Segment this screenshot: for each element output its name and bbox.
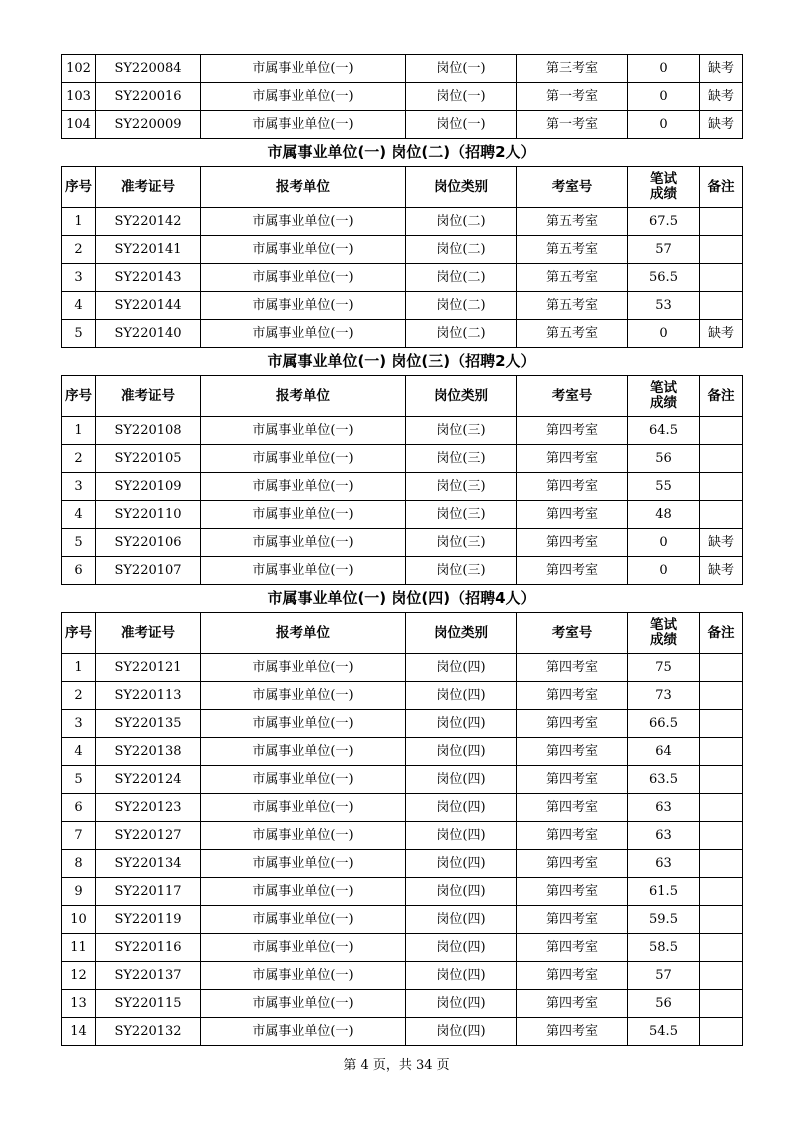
unit-cell: 市属事业单位(一) [201, 934, 406, 962]
exam-number-cell: SY220132 [96, 1018, 201, 1046]
post-type-cell: 岗位(一) [406, 55, 517, 83]
remark-cell [700, 501, 743, 529]
section-title: 市属事业单位(一) 岗位(三)（招聘2人） [267, 352, 536, 370]
post-type-cell: 岗位(四) [406, 822, 517, 850]
results-page [61, 54, 742, 1046]
sections-container [61, 139, 742, 1046]
seq-header: 序号 [62, 613, 96, 654]
post-type-cell: 岗位(四) [406, 682, 517, 710]
exam-number-cell: SY220127 [96, 822, 201, 850]
seq-cell: 2 [62, 682, 96, 710]
exam-number-cell: SY220144 [96, 292, 201, 320]
seq-cell: 2 [62, 445, 96, 473]
table-header-row [62, 167, 743, 208]
post-type-cell: 岗位(三) [406, 557, 517, 585]
unit-cell: 市属事业单位(一) [201, 822, 406, 850]
table-row [62, 529, 743, 557]
seq-cell: 9 [62, 878, 96, 906]
score-cell: 64.5 [628, 417, 700, 445]
post-type-cell: 岗位(二) [406, 320, 517, 348]
unit-cell: 市属事业单位(一) [201, 292, 406, 320]
table-row [62, 794, 743, 822]
score-header-line1: 笔试 [650, 380, 677, 396]
unit-header: 报考单位 [201, 613, 406, 654]
score-header [628, 376, 700, 417]
table-row [62, 906, 743, 934]
post-type-cell: 岗位(四) [406, 962, 517, 990]
remark-header: 备注 [700, 376, 743, 417]
room-header: 考室号 [517, 376, 628, 417]
post-type-cell: 岗位(四) [406, 850, 517, 878]
post-type-cell: 岗位(四) [406, 766, 517, 794]
room-cell: 第五考室 [517, 264, 628, 292]
remark-cell [700, 445, 743, 473]
unit-cell: 市属事业单位(一) [201, 766, 406, 794]
remark-cell [700, 654, 743, 682]
post-type-cell: 岗位(四) [406, 794, 517, 822]
score-cell: 63 [628, 850, 700, 878]
room-cell: 第四考室 [517, 445, 628, 473]
remark-cell [700, 738, 743, 766]
score-cell: 63 [628, 822, 700, 850]
results-table [61, 166, 743, 348]
score-header-line2: 成绩 [650, 632, 677, 648]
unit-cell: 市属事业单位(一) [201, 682, 406, 710]
exam-number-cell: SY220109 [96, 473, 201, 501]
score-header-line2: 成绩 [650, 186, 677, 202]
room-cell: 第四考室 [517, 682, 628, 710]
unit-cell: 市属事业单位(一) [201, 906, 406, 934]
score-cell: 0 [628, 557, 700, 585]
remark-cell [700, 766, 743, 794]
score-cell: 53 [628, 292, 700, 320]
post-type-header: 岗位类别 [406, 613, 517, 654]
table-row [62, 111, 743, 139]
seq-cell: 6 [62, 557, 96, 585]
exam-number-cell: SY220137 [96, 962, 201, 990]
remark-cell: 缺考 [700, 83, 743, 111]
seq-cell: 102 [62, 55, 96, 83]
exam-number-header: 准考证号 [96, 167, 201, 208]
table-row [62, 962, 743, 990]
seq-header: 序号 [62, 376, 96, 417]
score-cell: 57 [628, 236, 700, 264]
exam-number-cell: SY220117 [96, 878, 201, 906]
score-cell: 54.5 [628, 1018, 700, 1046]
unit-cell: 市属事业单位(一) [201, 529, 406, 557]
post-type-cell: 岗位(四) [406, 878, 517, 906]
post-type-header: 岗位类别 [406, 376, 517, 417]
score-cell: 67.5 [628, 208, 700, 236]
remark-cell: 缺考 [700, 529, 743, 557]
score-header [628, 613, 700, 654]
post-type-cell: 岗位(四) [406, 654, 517, 682]
exam-number-cell: SY220115 [96, 990, 201, 1018]
room-cell: 第四考室 [517, 934, 628, 962]
room-cell: 第一考室 [517, 83, 628, 111]
seq-cell: 12 [62, 962, 96, 990]
remark-cell [700, 990, 743, 1018]
score-cell: 59.5 [628, 906, 700, 934]
table-row [62, 822, 743, 850]
remark-cell: 缺考 [700, 320, 743, 348]
post-type-cell: 岗位(四) [406, 738, 517, 766]
table-row [62, 83, 743, 111]
score-cell: 55 [628, 473, 700, 501]
exam-number-header: 准考证号 [96, 376, 201, 417]
exam-number-cell: SY220121 [96, 654, 201, 682]
exam-number-header: 准考证号 [96, 613, 201, 654]
seq-cell: 1 [62, 208, 96, 236]
unit-header: 报考单位 [201, 376, 406, 417]
exam-number-cell: SY220107 [96, 557, 201, 585]
room-cell: 第四考室 [517, 710, 628, 738]
exam-number-cell: SY220106 [96, 529, 201, 557]
unit-cell: 市属事业单位(一) [201, 264, 406, 292]
room-cell: 第四考室 [517, 1018, 628, 1046]
remark-cell [700, 906, 743, 934]
exam-number-cell: SY220123 [96, 794, 201, 822]
table-row [62, 654, 743, 682]
remark-cell [700, 962, 743, 990]
seq-cell: 3 [62, 473, 96, 501]
seq-cell: 6 [62, 794, 96, 822]
remark-header: 备注 [700, 167, 743, 208]
unit-cell: 市属事业单位(一) [201, 738, 406, 766]
unit-cell: 市属事业单位(一) [201, 501, 406, 529]
seq-cell: 4 [62, 738, 96, 766]
table-row [62, 1018, 743, 1046]
unit-cell: 市属事业单位(一) [201, 1018, 406, 1046]
room-cell: 第三考室 [517, 55, 628, 83]
table-row [62, 445, 743, 473]
exam-number-cell: SY220138 [96, 738, 201, 766]
score-cell: 63.5 [628, 766, 700, 794]
unit-cell: 市属事业单位(一) [201, 445, 406, 473]
exam-number-cell: SY220141 [96, 236, 201, 264]
remark-cell [700, 934, 743, 962]
score-header [628, 167, 700, 208]
unit-cell: 市属事业单位(一) [201, 236, 406, 264]
remark-cell [700, 710, 743, 738]
exam-number-cell: SY220009 [96, 111, 201, 139]
remark-cell [700, 794, 743, 822]
score-header-line1: 笔试 [650, 617, 677, 633]
score-cell: 63 [628, 794, 700, 822]
unit-cell: 市属事业单位(一) [201, 710, 406, 738]
seq-cell: 7 [62, 822, 96, 850]
room-cell: 第五考室 [517, 236, 628, 264]
score-cell: 61.5 [628, 878, 700, 906]
room-cell: 第五考室 [517, 292, 628, 320]
table-row [62, 557, 743, 585]
post-type-cell: 岗位(四) [406, 990, 517, 1018]
unit-cell: 市属事业单位(一) [201, 55, 406, 83]
seq-cell: 10 [62, 906, 96, 934]
table-row [62, 473, 743, 501]
unit-cell: 市属事业单位(一) [201, 111, 406, 139]
table-row [62, 682, 743, 710]
table-row [62, 417, 743, 445]
room-cell: 第四考室 [517, 417, 628, 445]
post-type-cell: 岗位(二) [406, 236, 517, 264]
score-cell: 56.5 [628, 264, 700, 292]
post-type-cell: 岗位(三) [406, 501, 517, 529]
unit-cell: 市属事业单位(一) [201, 83, 406, 111]
exam-number-cell: SY220110 [96, 501, 201, 529]
unit-cell: 市属事业单位(一) [201, 962, 406, 990]
exam-number-cell: SY220016 [96, 83, 201, 111]
post-type-cell: 岗位(四) [406, 906, 517, 934]
post-type-cell: 岗位(四) [406, 934, 517, 962]
room-cell: 第四考室 [517, 906, 628, 934]
post-type-cell: 岗位(三) [406, 473, 517, 501]
table-row [62, 878, 743, 906]
remark-cell [700, 236, 743, 264]
unit-cell: 市属事业单位(一) [201, 654, 406, 682]
table-row [62, 766, 743, 794]
seq-cell: 2 [62, 236, 96, 264]
exam-number-cell: SY220135 [96, 710, 201, 738]
seq-cell: 5 [62, 529, 96, 557]
room-header: 考室号 [517, 167, 628, 208]
post-type-header: 岗位类别 [406, 167, 517, 208]
seq-cell: 1 [62, 417, 96, 445]
score-cell: 57 [628, 962, 700, 990]
post-type-cell: 岗位(三) [406, 445, 517, 473]
post-type-cell: 岗位(三) [406, 529, 517, 557]
score-cell: 48 [628, 501, 700, 529]
section-title: 市属事业单位(一) 岗位(二)（招聘2人） [267, 143, 536, 161]
exam-number-cell: SY220113 [96, 682, 201, 710]
score-cell: 56 [628, 990, 700, 1018]
table-row [62, 501, 743, 529]
unit-cell: 市属事业单位(一) [201, 208, 406, 236]
room-cell: 第四考室 [517, 738, 628, 766]
exam-number-cell: SY220142 [96, 208, 201, 236]
seq-cell: 103 [62, 83, 96, 111]
results-table [61, 612, 743, 1046]
remark-cell: 缺考 [700, 111, 743, 139]
room-cell: 第五考室 [517, 208, 628, 236]
room-cell: 第四考室 [517, 557, 628, 585]
unit-cell: 市属事业单位(一) [201, 417, 406, 445]
remark-cell: 缺考 [700, 557, 743, 585]
seq-header: 序号 [62, 167, 96, 208]
score-cell: 0 [628, 111, 700, 139]
remark-cell [700, 417, 743, 445]
room-cell: 第四考室 [517, 794, 628, 822]
exam-number-cell: SY220124 [96, 766, 201, 794]
table-row [62, 292, 743, 320]
remark-cell [700, 878, 743, 906]
seq-cell: 5 [62, 766, 96, 794]
score-header-line2: 成绩 [650, 395, 677, 411]
score-cell: 0 [628, 529, 700, 557]
room-cell: 第四考室 [517, 822, 628, 850]
post-type-cell: 岗位(一) [406, 83, 517, 111]
exam-number-cell: SY220140 [96, 320, 201, 348]
exam-number-cell: SY220143 [96, 264, 201, 292]
room-cell: 第五考室 [517, 320, 628, 348]
post-type-cell: 岗位(二) [406, 292, 517, 320]
table-row [62, 55, 743, 83]
room-cell: 第四考室 [517, 654, 628, 682]
score-cell: 56 [628, 445, 700, 473]
remark-cell: 缺考 [700, 55, 743, 83]
seq-cell: 3 [62, 710, 96, 738]
unit-cell: 市属事业单位(一) [201, 320, 406, 348]
unit-cell: 市属事业单位(一) [201, 850, 406, 878]
table-row [62, 850, 743, 878]
remark-cell [700, 1018, 743, 1046]
section-title: 市属事业单位(一) 岗位(四)（招聘4人） [267, 589, 536, 607]
unit-header: 报考单位 [201, 167, 406, 208]
top-table-body [62, 55, 743, 139]
room-cell: 第四考室 [517, 850, 628, 878]
table-row [62, 738, 743, 766]
seq-cell: 4 [62, 501, 96, 529]
remark-cell [700, 208, 743, 236]
page-footer: 第 4 页，共 34 页 [343, 1058, 450, 1073]
score-cell: 0 [628, 83, 700, 111]
top-continuation-table [61, 54, 743, 139]
room-cell: 第四考室 [517, 962, 628, 990]
exam-number-cell: SY220116 [96, 934, 201, 962]
seq-cell: 1 [62, 654, 96, 682]
seq-cell: 11 [62, 934, 96, 962]
remark-cell [700, 822, 743, 850]
unit-cell: 市属事业单位(一) [201, 794, 406, 822]
remark-cell [700, 264, 743, 292]
remark-header: 备注 [700, 613, 743, 654]
results-table [61, 375, 743, 585]
score-cell: 58.5 [628, 934, 700, 962]
score-cell: 0 [628, 55, 700, 83]
post-type-cell: 岗位(四) [406, 710, 517, 738]
unit-cell: 市属事业单位(一) [201, 990, 406, 1018]
exam-number-cell: SY220084 [96, 55, 201, 83]
room-header: 考室号 [517, 613, 628, 654]
table-row [62, 264, 743, 292]
room-cell: 第四考室 [517, 473, 628, 501]
unit-cell: 市属事业单位(一) [201, 473, 406, 501]
seq-cell: 3 [62, 264, 96, 292]
score-cell: 64 [628, 738, 700, 766]
room-cell: 第四考室 [517, 501, 628, 529]
post-type-cell: 岗位(三) [406, 417, 517, 445]
post-type-cell: 岗位(四) [406, 1018, 517, 1046]
room-cell: 第一考室 [517, 111, 628, 139]
table-row [62, 320, 743, 348]
unit-cell: 市属事业单位(一) [201, 557, 406, 585]
exam-number-cell: SY220119 [96, 906, 201, 934]
score-header-line1: 笔试 [650, 171, 677, 187]
unit-cell: 市属事业单位(一) [201, 878, 406, 906]
table-header-row [62, 613, 743, 654]
exam-number-cell: SY220134 [96, 850, 201, 878]
room-cell: 第四考室 [517, 529, 628, 557]
seq-cell: 14 [62, 1018, 96, 1046]
table-row [62, 990, 743, 1018]
post-type-cell: 岗位(一) [406, 111, 517, 139]
post-type-cell: 岗位(二) [406, 208, 517, 236]
table-row [62, 208, 743, 236]
post-type-cell: 岗位(二) [406, 264, 517, 292]
score-cell: 75 [628, 654, 700, 682]
score-cell: 0 [628, 320, 700, 348]
remark-cell [700, 473, 743, 501]
room-cell: 第四考室 [517, 878, 628, 906]
room-cell: 第四考室 [517, 990, 628, 1018]
exam-number-cell: SY220105 [96, 445, 201, 473]
remark-cell [700, 850, 743, 878]
table-row [62, 934, 743, 962]
seq-cell: 4 [62, 292, 96, 320]
seq-cell: 5 [62, 320, 96, 348]
room-cell: 第四考室 [517, 766, 628, 794]
seq-cell: 13 [62, 990, 96, 1018]
table-header-row [62, 376, 743, 417]
remark-cell [700, 292, 743, 320]
exam-number-cell: SY220108 [96, 417, 201, 445]
remark-cell [700, 682, 743, 710]
table-row [62, 710, 743, 738]
seq-cell: 104 [62, 111, 96, 139]
seq-cell: 8 [62, 850, 96, 878]
score-cell: 66.5 [628, 710, 700, 738]
table-row [62, 236, 743, 264]
score-cell: 73 [628, 682, 700, 710]
